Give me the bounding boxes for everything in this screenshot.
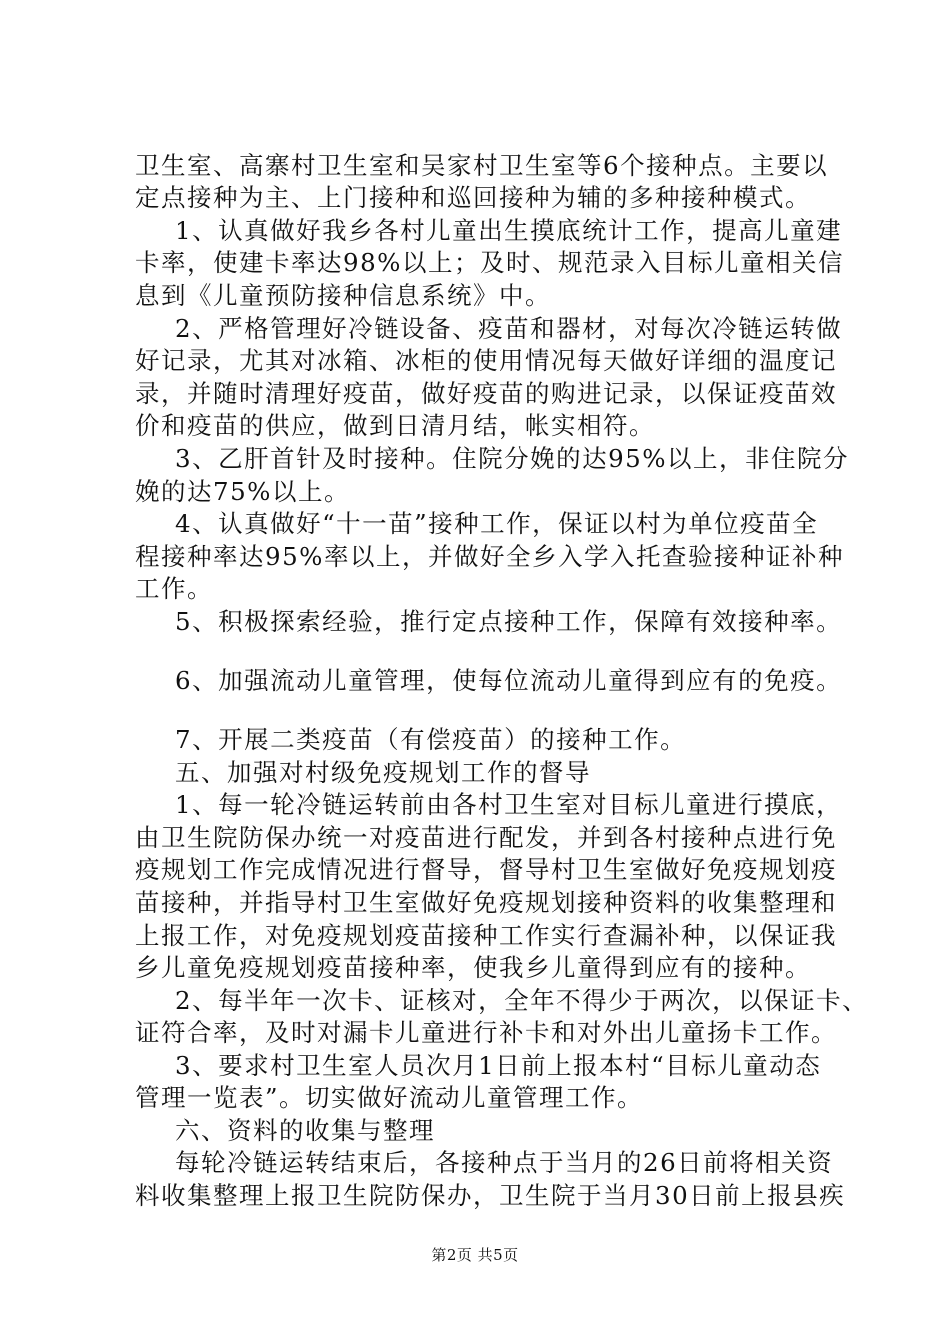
paragraph-item-7: 7、开展二类疫苗（有偿疫苗）的接种工作。: [175, 725, 687, 755]
paragraph-item-2: 2、严格管理好冷链设备、疫苗和器材，对每次冷链运转做: [175, 313, 843, 343]
text-line: 价和疫苗的供应，做到日清月结，帐实相符。: [135, 410, 655, 440]
text-line: 卡率，使建卡率达98%以上；及时、规范录入目标儿童相关信: [135, 248, 844, 278]
section-heading-5: 五、加强对村级免疫规划工作的督导: [175, 758, 591, 788]
text-line: 录，并随时清理好疫苗，做好疫苗的购进记录，以保证疫苗效: [135, 378, 837, 408]
text-line: 管理一览表”。切实做好流动儿童管理工作。: [135, 1083, 644, 1113]
paragraph-item-5-1: 1、每一轮冷链运转前由各村卫生室对目标儿童进行摸底，: [175, 790, 843, 820]
text-line: 卫生室、高寨村卫生室和吴家村卫生室等6个接种点。主要以: [135, 151, 829, 180]
paragraph-item-4: 4、认真做好“十一苗”接种工作，保证以村为单位疫苗全: [175, 508, 819, 538]
text-line: 苗接种，并指导村卫生室做好免疫规划接种资料的收集整理和: [135, 888, 837, 918]
paragraph-item-1: 1、认真做好我乡各村儿童出生摸底统计工作，提高儿童建: [175, 215, 843, 245]
paragraph-item-3: 3、乙肝首针及时接种。住院分娩的达95%以上，非住院分: [175, 443, 850, 473]
text-line: 息到《儿童预防接种信息系统》中。: [135, 280, 551, 310]
text-line: 娩的达75%以上。: [135, 476, 350, 506]
text-line: 工作。: [135, 573, 213, 603]
paragraph-item-5-3: 3、要求村卫生室人员次月1日前上报本村“目标儿童动态: [175, 1051, 822, 1081]
text-line: 好记录，尤其对冰箱、冰柜的使用情况每天做好详细的温度记: [135, 345, 837, 375]
text-line: 料收集整理上报卫生院防保办，卫生院于当月30日前上报县疾: [135, 1181, 846, 1210]
paragraph-item-6: 6、加强流动儿童管理，使每位流动儿童得到应有的免疫。: [175, 666, 843, 696]
text-line: 程接种率达95%率以上，并做好全乡入学入托查验接种证补种: [135, 541, 844, 571]
text-line: 定点接种为主、上门接种和巡回接种为辅的多种接种模式。: [135, 183, 811, 213]
text-line: 证符合率，及时对漏卡儿童进行补卡和对外出儿童扬卡工作。: [135, 1018, 837, 1048]
text-line: 乡儿童免疫规划疫苗接种率，使我乡儿童得到应有的接种。: [135, 953, 811, 983]
paragraph-item-5-2: 2、每半年一次卡、证核对，全年不得少于两次，以保证卡、: [175, 986, 869, 1016]
paragraph-item-5: 5、积极探索经验，推行定点接种工作，保障有效接种率。: [175, 606, 843, 636]
page-number-footer: 第2页 共5页: [431, 1246, 519, 1264]
text-line: 上报工作，对免疫规划疫苗接种工作实行查漏补种，以保证我: [135, 921, 837, 951]
text-line: 由卫生院防保办统一对疫苗进行配发，并到各村接种点进行免: [135, 823, 837, 853]
text-line: 疫规划工作完成情况进行督导，督导村卫生室做好免疫规划疫: [135, 855, 837, 885]
paragraph-6-text: 每轮冷链运转结束后，各接种点于当月的26日前将相关资: [175, 1148, 834, 1178]
section-heading-6: 六、资料的收集与整理: [175, 1116, 435, 1145]
